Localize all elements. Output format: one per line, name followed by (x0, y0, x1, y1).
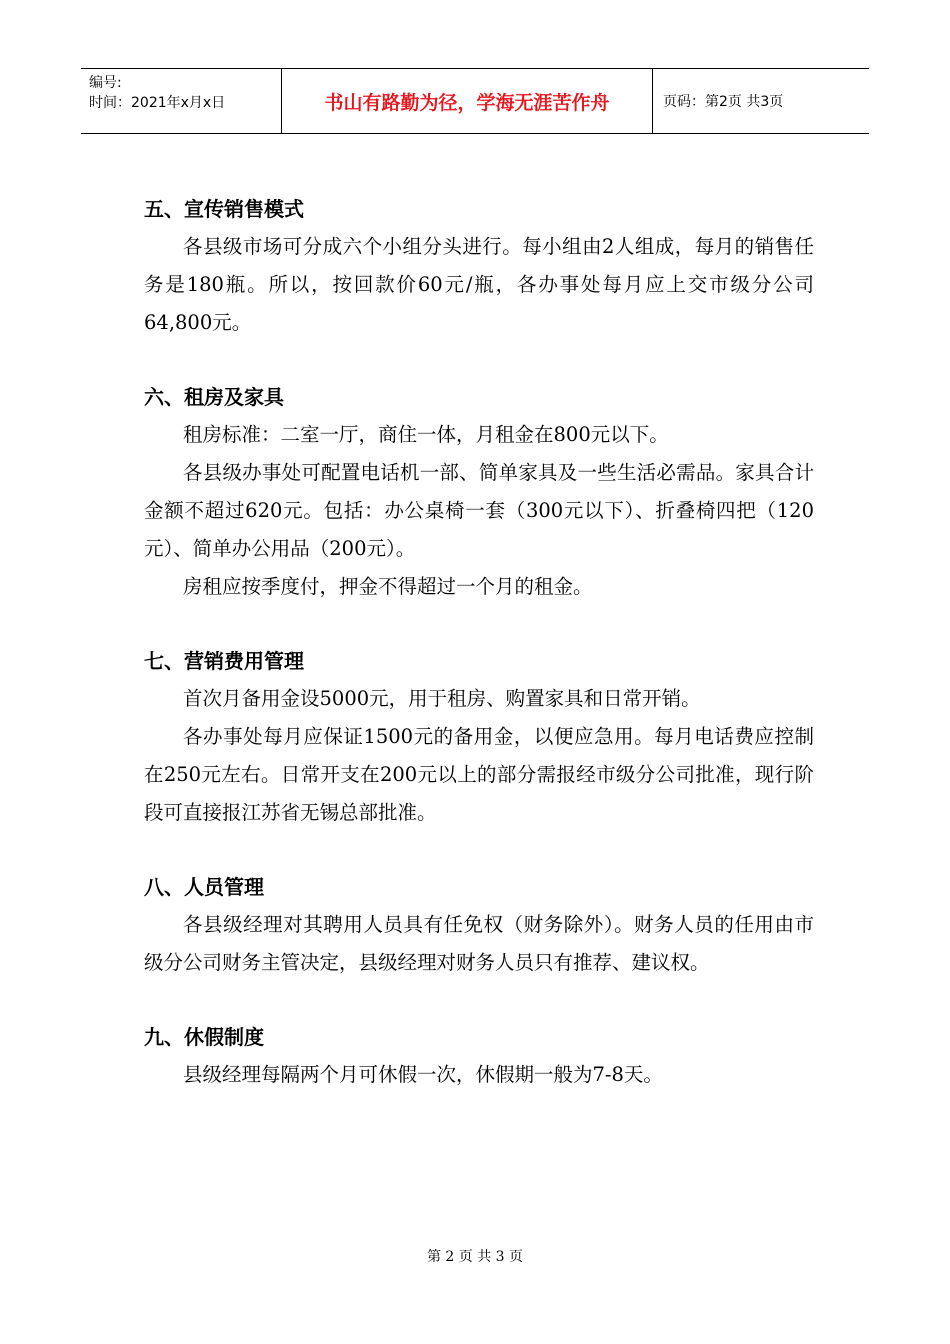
header-motto: 书山有路勤为径，学海无涯苦作舟 (281, 69, 653, 133)
paragraph: 各县级经理对其聘用人员具有任免权（财务除外）。财务人员的任用由市级分公司财务主管决定，县级经理对财务人员只有推荐、建议权。 (144, 913, 814, 974)
section-title: 七、营销费用管理 (144, 649, 304, 673)
paragraph: 各县级办事处可配置电话机一部、简单家具及一些生活必需品。家具合计金额不超过620元。包括：办公桌椅一套（300元以下）、折叠椅四把（120元）、简单办公用品（200元）。 (144, 461, 814, 560)
section-marketing-expenses (144, 642, 814, 832)
section-title: 六、租房及家具 (144, 385, 284, 409)
time-label: 时间：2021年x月x日 (89, 95, 226, 111)
section-title: 八、人员管理 (144, 875, 264, 899)
header-meta (81, 69, 281, 133)
header-page-info: 页码：第2页 共3页 (663, 94, 784, 110)
paragraph: 县级经理每隔两个月可休假一次，休假期一般为7-8天。 (183, 1063, 663, 1086)
page-header (81, 68, 869, 134)
page-footer: 第 2 页 共 3 页 (426, 1249, 524, 1265)
document-body (144, 190, 814, 1130)
section-leave-policy (144, 1018, 814, 1094)
section-title: 九、休假制度 (144, 1025, 264, 1049)
paragraph: 首次月备用金设5000元，用于租房、购置家具和日常开销。 (183, 687, 701, 710)
section-title: 五、宣传销售模式 (144, 197, 304, 221)
paragraph: 房租应按季度付，押金不得超过一个月的租金。 (183, 575, 593, 598)
section-staff-management (144, 868, 814, 982)
serial-label: 编号: (89, 75, 122, 91)
section-sales-mode (144, 190, 814, 342)
paragraph: 各县级市场可分成六个小组分头进行。每小组由2人组成，每月的销售任务是180瓶。所以，按回款价60元/瓶，各办事处每月应上交市级分公司64,800元。 (144, 235, 814, 334)
paragraph: 各办事处每月应保证1500元的备用金，以便应急用。每月电话费应控制在250元左右。日常开支在200元以上的部分需报经市级分公司批准，现行阶段可直接报江苏省无锡总部批准。 (144, 725, 814, 824)
section-rent-furniture (144, 378, 814, 606)
paragraph: 租房标准：二室一厅，商住一体，月租金在800元以下。 (183, 423, 669, 446)
